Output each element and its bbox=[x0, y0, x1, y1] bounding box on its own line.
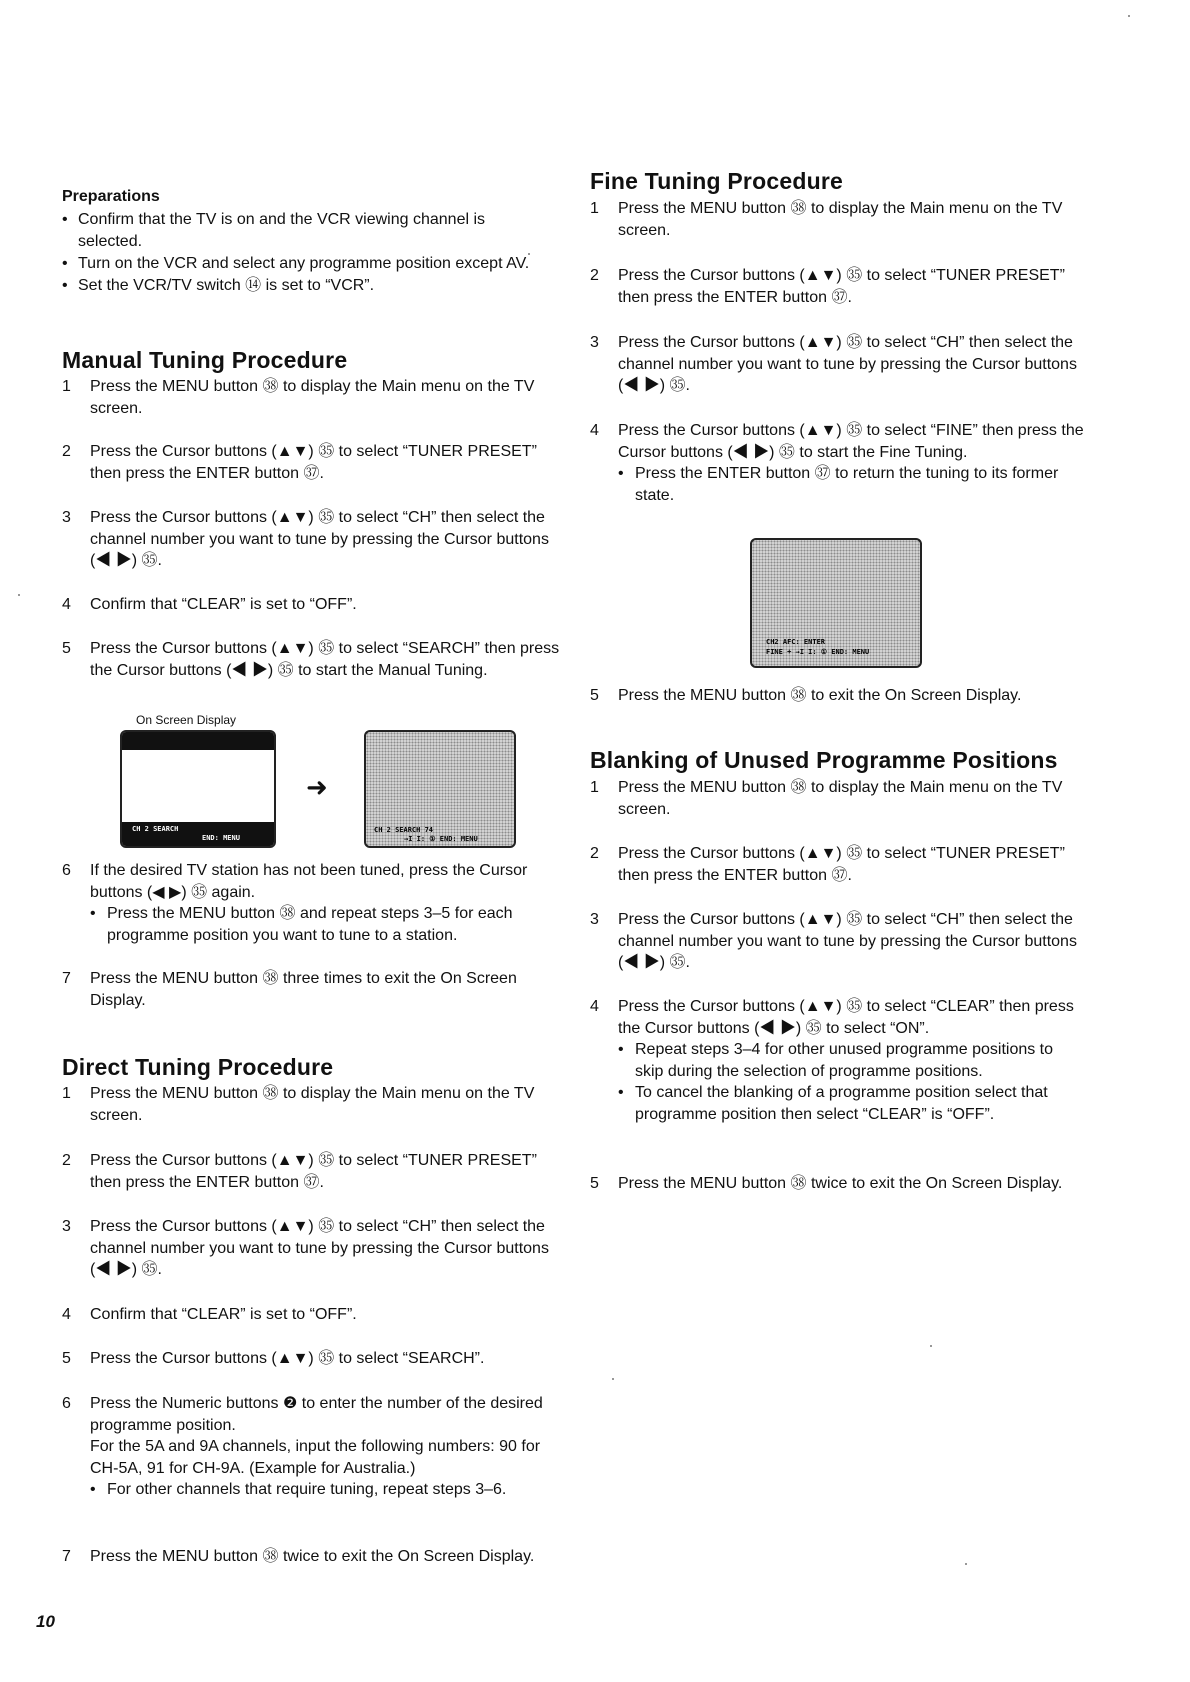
step-text: Press the MENU button ㊳ twice to exit the On Screen Display. bbox=[90, 1548, 535, 1565]
step-text: Press the MENU button ㊳ twice to exit the On Screen Display. bbox=[618, 1175, 1063, 1192]
step-text: Confirm that “CLEAR” is set to “OFF”. bbox=[90, 596, 357, 613]
step-text: If the desired TV station has not been tuned, press the Cursor buttons (◀ ▶) ㉟ again. bbox=[90, 862, 528, 901]
step-text: Press the Cursor buttons (▲▼) ㉟ to select “TUNER PRESET” then press the ENTER button ㊲. bbox=[618, 845, 1065, 884]
osd-text-line1: CH2 AFC: ENTER bbox=[766, 638, 826, 646]
manual-step-6 bbox=[62, 860, 562, 946]
direct-step-3 bbox=[62, 1216, 562, 1281]
direct-step-6 bbox=[62, 1393, 562, 1501]
step-text: Press the Cursor buttons (▲▼) ㉟ to select “TUNER PRESET” then press the ENTER button ㊲. bbox=[618, 267, 1065, 306]
step-text: Press the MENU button ㊳ three times to exit the On Screen Display. bbox=[90, 970, 517, 1009]
step-number: 1 bbox=[590, 779, 599, 796]
step-subnote: • Press the ENTER button ㊲ to return the tuning to its former state. bbox=[618, 463, 1085, 506]
step-text: Press the Cursor buttons (▲▼) ㉟ to select “CH” then select the channel number you want to tune by pressing the Cursor buttons (◀ ▶) ㉟. bbox=[90, 509, 549, 569]
osd-bar-top bbox=[122, 732, 274, 750]
preparations-title: Preparations bbox=[62, 188, 160, 205]
step-subnote: • For other channels that require tuning, repeat steps 3–6. bbox=[90, 1479, 562, 1501]
osd-text-line2: END: MENU bbox=[202, 834, 240, 842]
direct-step-4 bbox=[62, 1304, 562, 1326]
arrow-right-icon: ➜ bbox=[306, 772, 328, 802]
manual-step-7 bbox=[62, 968, 562, 1011]
step-number: 4 bbox=[62, 1306, 71, 1323]
direct-step-1 bbox=[62, 1083, 562, 1126]
step-number: 4 bbox=[590, 998, 599, 1015]
step-text: Press the MENU button ㊳ to display the Main menu on the TV screen. bbox=[618, 779, 1063, 818]
direct-step-2 bbox=[62, 1150, 562, 1193]
scan-speck bbox=[612, 1378, 614, 1380]
step-text: Press the Cursor buttons (▲▼) ㉟ to select “TUNER PRESET” then press the ENTER button ㊲. bbox=[90, 443, 537, 482]
manual-tuning-title: Manual Tuning Procedure bbox=[62, 347, 348, 373]
step-text: Press the Cursor buttons (▲▼) ㉟ to select “FINE” then press the Cursor buttons (◀ ▶) ㉟ to start the Fine Tuning. bbox=[618, 422, 1084, 461]
scan-speck bbox=[1128, 15, 1130, 17]
step-number: 1 bbox=[590, 200, 599, 217]
step-subnote: • To cancel the blanking of a programme position select that programme position then select “CLEAR” is “OFF”. bbox=[618, 1082, 1085, 1125]
fine-osd-screen bbox=[750, 538, 922, 668]
manual-step-5 bbox=[62, 638, 562, 681]
step-number: 5 bbox=[590, 1175, 599, 1192]
step-number: 1 bbox=[62, 1085, 71, 1102]
step-text: Press the Cursor buttons (▲▼) ㉟ to select “CLEAR” then press the Cursor buttons (◀ ▶) ㉟ to select “ON”. bbox=[618, 998, 1074, 1037]
scan-speck bbox=[965, 1563, 967, 1565]
fine-step-4 bbox=[590, 420, 1085, 506]
osd-text-line2: →I I: ① END: MENU bbox=[404, 835, 478, 843]
step-number: 3 bbox=[590, 911, 599, 928]
direct-step-7 bbox=[62, 1546, 562, 1568]
blanking-step-3 bbox=[590, 909, 1085, 974]
manual-step-3 bbox=[62, 507, 562, 572]
osd-screen-after bbox=[364, 730, 516, 848]
preparations-list bbox=[62, 209, 552, 297]
manual-step-4 bbox=[62, 594, 562, 616]
step-text: Press the MENU button ㊳ to display the Main menu on the TV screen. bbox=[90, 1085, 535, 1124]
step-text: Press the MENU button ㊳ to display the Main menu on the TV screen. bbox=[618, 200, 1063, 239]
step-text: Press the Cursor buttons (▲▼) ㉟ to select “CH” then select the channel number you want to tune by pressing the Cursor buttons (◀ ▶) ㉟. bbox=[618, 911, 1077, 971]
step-number: 2 bbox=[62, 443, 71, 460]
step-number: 4 bbox=[62, 596, 71, 613]
page-number: 10 bbox=[36, 1612, 55, 1631]
step-number: 2 bbox=[62, 1152, 71, 1169]
fine-step-3 bbox=[590, 332, 1085, 397]
direct-step-5 bbox=[62, 1348, 562, 1370]
step-text: Press the Cursor buttons (▲▼) ㉟ to select “SEARCH” then press the Cursor buttons (◀ ▶) ㉟ to start the Manual Tuning. bbox=[90, 640, 560, 679]
blanking-step-5 bbox=[590, 1173, 1085, 1195]
osd-label: On Screen Display bbox=[136, 713, 237, 727]
step-number: 5 bbox=[62, 1350, 71, 1367]
fine-step-1 bbox=[590, 198, 1085, 241]
manual-step-2 bbox=[62, 441, 562, 484]
osd-bar-bottom bbox=[122, 822, 274, 846]
blanking-step-1 bbox=[590, 777, 1085, 820]
step-number: 1 bbox=[62, 378, 71, 395]
step-number: 2 bbox=[590, 845, 599, 862]
blanking-step-4 bbox=[590, 996, 1085, 1125]
step-number: 7 bbox=[62, 970, 71, 987]
blanking-step-2 bbox=[590, 843, 1085, 886]
step-number: 2 bbox=[590, 267, 599, 284]
osd-text-line2: FINE + →I I: ① END: MENU bbox=[766, 648, 870, 656]
preparation-item: • Turn on the VCR and select any programme position except AV. bbox=[62, 253, 552, 275]
step-text: Press the Numeric buttons ❷ to enter the number of the desired programme position. bbox=[90, 1395, 543, 1434]
step-subnote: • Repeat steps 3–4 for other unused programme positions to skip during the selection of programme positions. bbox=[618, 1039, 1085, 1082]
preparation-item: • Confirm that the TV is on and the VCR viewing channel is selected. bbox=[62, 209, 552, 253]
step-text: Press the Cursor buttons (▲▼) ㉟ to select “TUNER PRESET” then press the ENTER button ㊲. bbox=[90, 1152, 537, 1191]
step-number: 4 bbox=[590, 422, 599, 439]
osd-text-line1: CH 2 SEARCH bbox=[132, 825, 179, 833]
step-text: Press the MENU button ㊳ to display the Main menu on the TV screen. bbox=[90, 378, 535, 417]
fine-tuning-title: Fine Tuning Procedure bbox=[590, 168, 843, 194]
step-number: 6 bbox=[62, 862, 71, 879]
fine-step-5 bbox=[590, 685, 1085, 707]
osd-text-line1: CH 2 SEARCH 74 bbox=[374, 826, 434, 834]
step-text: Press the Cursor buttons (▲▼) ㉟ to select “CH” then select the channel number you want to tune by pressing the Cursor buttons (◀ ▶) ㉟. bbox=[90, 1218, 549, 1278]
step-number: 3 bbox=[62, 509, 71, 526]
preparation-item: • Set the VCR/TV switch ⑭ is set to “VCR”. bbox=[62, 275, 552, 297]
step-number: 7 bbox=[62, 1548, 71, 1565]
fine-step-2 bbox=[590, 265, 1085, 308]
step-number: 3 bbox=[62, 1218, 71, 1235]
step-text: Press the Cursor buttons (▲▼) ㉟ to select “CH” then select the channel number you want to tune by pressing the Cursor buttons (◀ ▶) ㉟. bbox=[618, 334, 1077, 394]
scan-speck bbox=[528, 253, 530, 255]
step-extra-text: For the 5A and 9A channels, input the following numbers: 90 for CH-5A, 91 for CH-9A. (Example for Australia.) bbox=[90, 1438, 541, 1477]
direct-tuning-title: Direct Tuning Procedure bbox=[62, 1054, 334, 1080]
step-text: Confirm that “CLEAR” is set to “OFF”. bbox=[90, 1306, 357, 1323]
manual-step-1 bbox=[62, 376, 562, 419]
step-number: 6 bbox=[62, 1395, 71, 1412]
step-text: Press the Cursor buttons (▲▼) ㉟ to select “SEARCH”. bbox=[90, 1350, 485, 1367]
step-number: 5 bbox=[590, 687, 599, 704]
blanking-title: Blanking of Unused Programme Positions bbox=[590, 747, 1058, 773]
step-text: Press the MENU button ㊳ to exit the On Screen Display. bbox=[618, 687, 1022, 704]
step-subnote: • Press the MENU button ㊳ and repeat steps 3–5 for each programme position you want to tune to a station. bbox=[90, 903, 562, 946]
step-number: 3 bbox=[590, 334, 599, 351]
scan-speck bbox=[18, 594, 20, 596]
scan-speck bbox=[930, 1345, 932, 1347]
step-number: 5 bbox=[62, 640, 71, 657]
osd-screen-before bbox=[120, 730, 276, 848]
